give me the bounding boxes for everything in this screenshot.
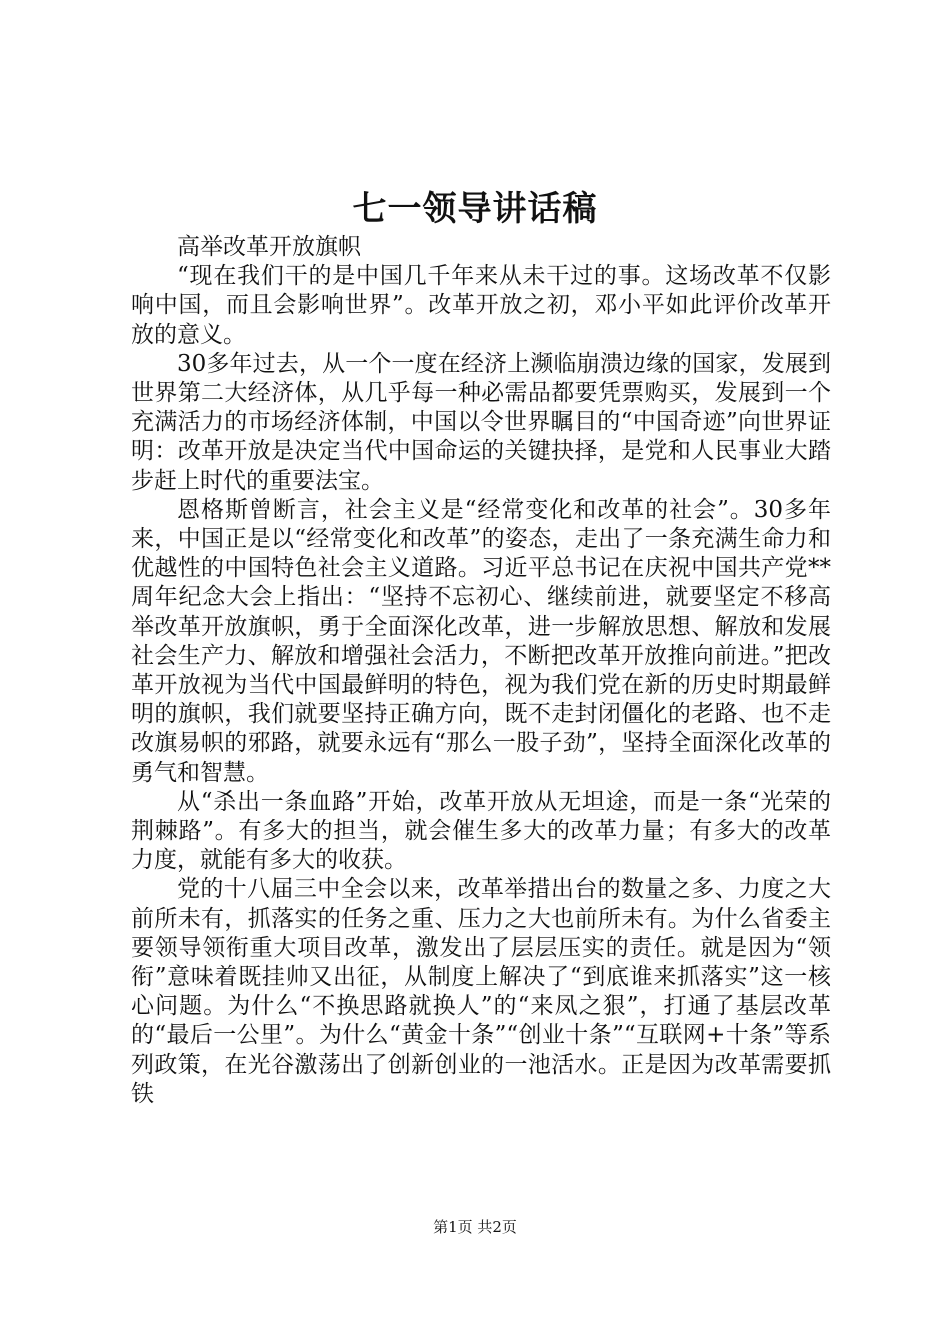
paragraph: “现在我们干的是中国几千年来从未干过的事。这场改革不仅影响中国，而且会影响世界”。改革开放之初，邓小平如此评价改革开放的意义。	[131, 263, 831, 348]
paragraph: 从“杀出一条血路”开始，改革开放从无坦途，而是一条“光荣的荆棘路”。有多大的担当，就会催生多大的改革力量；有多大的改革力度，就能有多大的收获。	[131, 788, 831, 874]
paragraph: 30多年过去，从一个一度在经济上濒临崩溃边缘的国家，发展到世界第二大经济体，从几乎每一种必需品都要凭票购买，发展到一个充满活力的市场经济体制，中国以令世界瞩目的“中国奇迹”向世界证明：改革开放是决定当代中国命运的关键抉择，是党和人民事业大踏步赶上时代的重要法宝。	[131, 350, 831, 494]
page-footer: 第1页 共2页	[433, 1218, 517, 1236]
paragraph: 高举改革开放旗帜	[177, 234, 361, 260]
document-title: 七一领导讲话稿	[352, 189, 598, 229]
paragraph: 恩格斯曾断言，社会主义是“经常变化和改革的社会”。30多年来，中国正是以“经常变化和改革”的姿态，走出了一条充满生命力和优越性的中国特色社会主义道路。习近平总书记在庆祝中国共产党**周年纪念大会上指出：“坚持不忘初心、继续前进，就要坚定不移高举改革开放旗帜，勇于全面深化改革，进一步解放思想、解放和发展社会生产力、解放和增强社会活力，不断把改革开放推向前进。”把改革开放视为当代中国最鲜明的特色，视为我们党在新的历史时期最鲜明的旗帜，我们就要坚持正确方向，既不走封闭僵化的老路、也不走改旗易帜的邪路，就要永远有“那么一股子劲”，坚持全面深化改革的勇气和智慧。	[131, 496, 831, 786]
paragraph: 党的十八届三中全会以来，改革举措出台的数量之多、力度之大前所未有，抓落实的任务之重、压力之大也前所未有。为什么省委主要领导领衔重大项目改革，激发出了层层压实的责任。就是因为“领衔”意味着既挂帅又出征，从制度上解决了“到底谁来抓落实”这一核心问题。为什么“不换思路就换人”的“来凤之狠”，打通了基层改革的“最后一公里”。为什么“黄金十条”“创业十条”“互联网+十条”等系列政策，在光谷激荡出了创新创业的一池活水。正是因为改革需要抓铁	[131, 876, 831, 1107]
document-body	[131, 233, 831, 1109]
